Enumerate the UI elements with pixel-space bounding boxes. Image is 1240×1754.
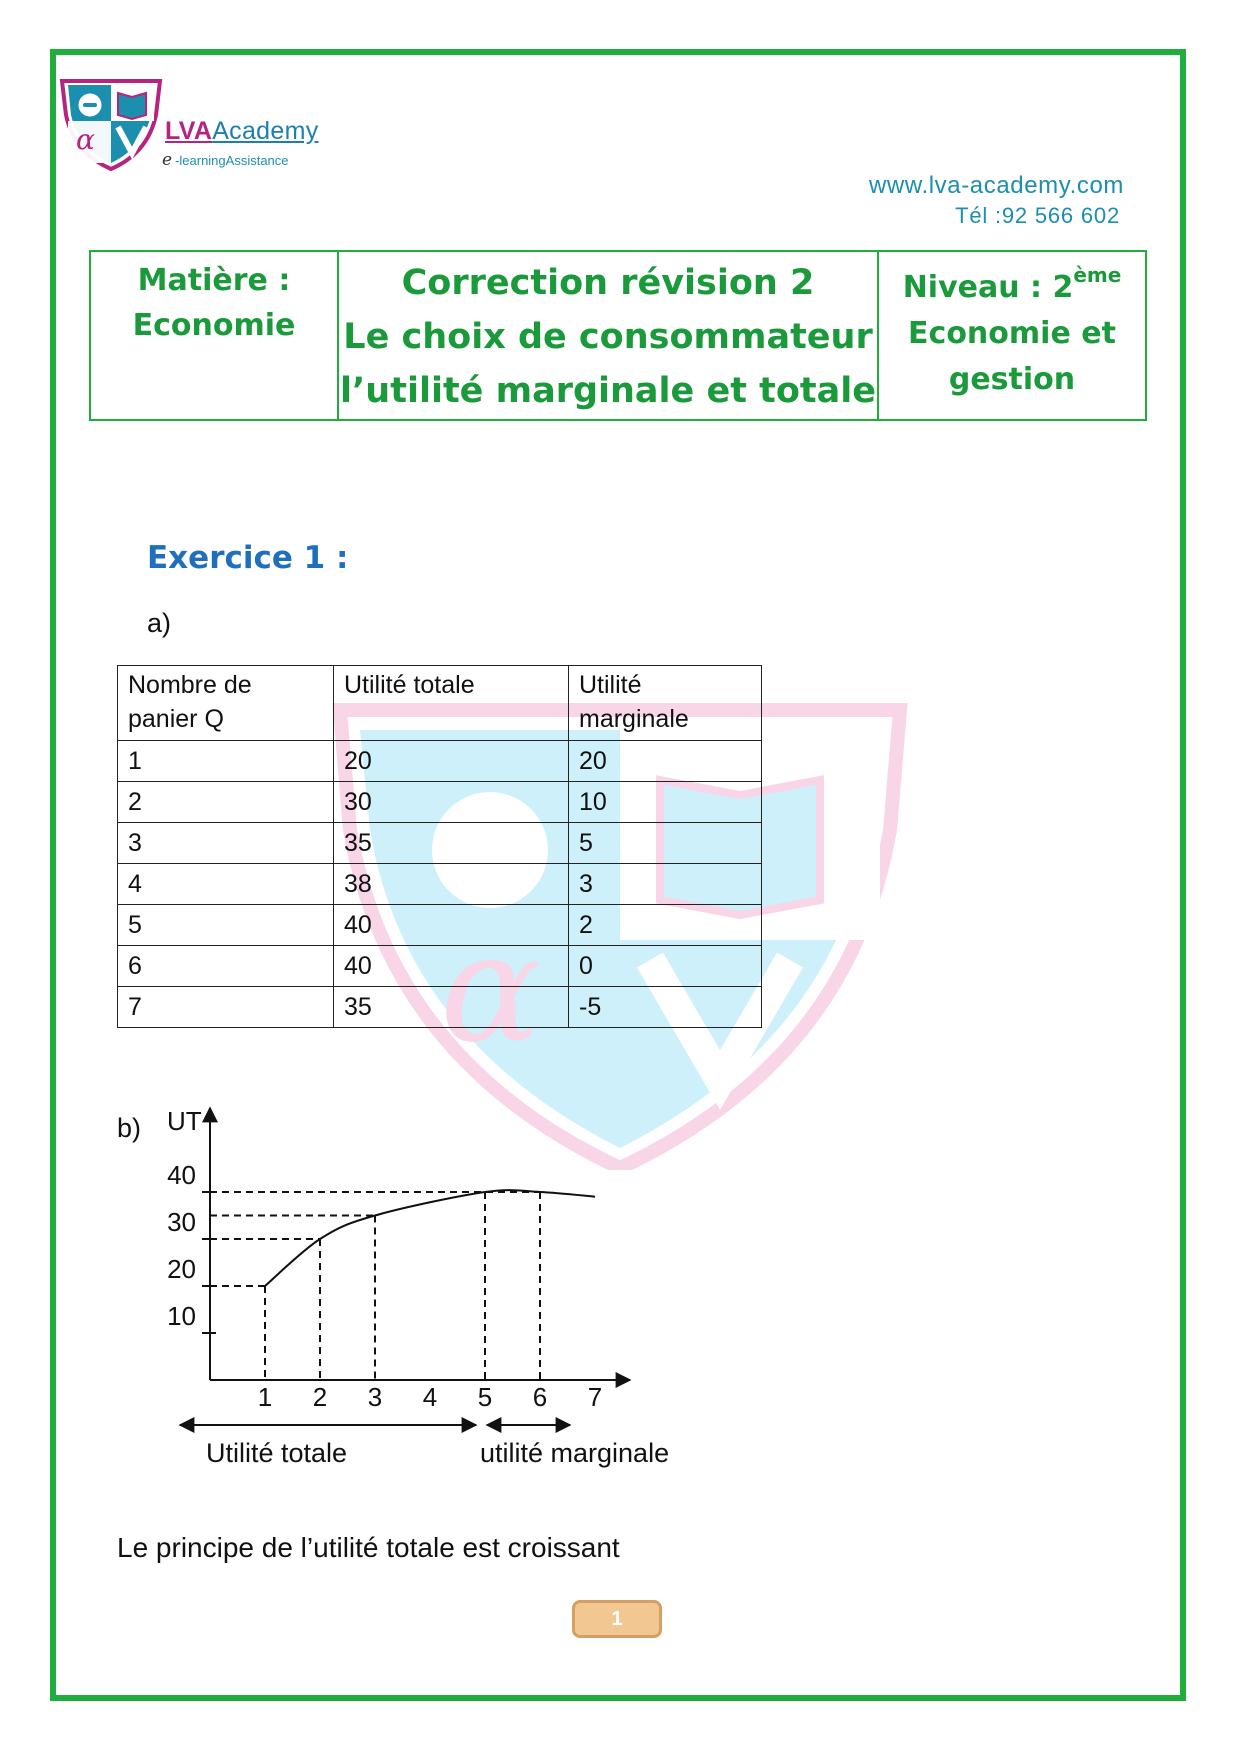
- cell: 3: [569, 864, 762, 905]
- cell: 2: [118, 782, 334, 823]
- table-row: [118, 782, 762, 823]
- x-tick-label: 7: [587, 1382, 603, 1412]
- lva-logo-icon: [56, 75, 166, 171]
- table-row: [118, 741, 762, 782]
- cell: 3: [118, 823, 334, 864]
- cell: 1: [118, 741, 334, 782]
- part-b-label: b): [117, 1113, 142, 1143]
- cell: 40: [334, 905, 569, 946]
- header-quantity: Nombre de panier Q: [118, 666, 334, 741]
- cell: 5: [569, 823, 762, 864]
- subject-value: Economie: [132, 308, 296, 343]
- table-row: [118, 987, 762, 1028]
- cell: 40: [334, 946, 569, 987]
- y-axis-label: UT: [167, 1106, 202, 1136]
- utility-chart: [150, 1100, 750, 1520]
- conclusion-text: Le principe de l’utilité totale est croissant: [117, 1532, 620, 1563]
- cell: 30: [334, 782, 569, 823]
- header-table: [89, 250, 1147, 421]
- cell: 38: [334, 864, 569, 905]
- x-tick-label: 4: [422, 1382, 438, 1412]
- title-cell: [338, 251, 878, 420]
- cell: 6: [118, 946, 334, 987]
- cell: 35: [334, 987, 569, 1028]
- exercise-title: Exercice 1 :: [147, 540, 349, 576]
- cell: -5: [569, 987, 762, 1028]
- title-line-1: Correction révision 2: [401, 263, 815, 303]
- utility-table: [117, 665, 762, 1028]
- table-header-row: [118, 666, 762, 741]
- x-tick-label: 2: [312, 1382, 328, 1412]
- cell: 35: [334, 823, 569, 864]
- level-line-2: Economie et: [908, 316, 1116, 351]
- cell: 0: [569, 946, 762, 987]
- header-total-utility: Utilité totale: [334, 666, 569, 741]
- y-tick-label: 30: [167, 1207, 196, 1237]
- y-tick-label: 20: [167, 1254, 196, 1284]
- svg-text:α: α: [440, 902, 542, 1076]
- annotation-total-utility: Utilité totale: [206, 1438, 348, 1468]
- y-tick-label: 10: [167, 1301, 196, 1331]
- cell: 20: [569, 741, 762, 782]
- website-link[interactable]: www.lva-academy.com: [868, 172, 1124, 199]
- header-marginal-utility: Utilité marginale: [569, 666, 762, 741]
- phone-number: Tél :92 566 602: [955, 203, 1120, 228]
- brand-name: LVAAcademy: [165, 117, 319, 145]
- annotation-marginal-utility: utilité marginale: [480, 1438, 670, 1468]
- svg-text:α: α: [76, 123, 95, 156]
- level-label: Niveau : 2ème: [902, 263, 1122, 305]
- level-cell: [878, 251, 1146, 420]
- table-row: [118, 946, 762, 987]
- y-tick-label: 40: [167, 1160, 196, 1190]
- subject-label: Matière :: [137, 263, 291, 298]
- cell: 2: [569, 905, 762, 946]
- page-number-badge: 1: [572, 1600, 662, 1638]
- table-row: [118, 823, 762, 864]
- subject-cell: [90, 251, 338, 420]
- title-line-3: l’utilité marginale et totale: [340, 371, 876, 411]
- cell: 4: [118, 864, 334, 905]
- cell: 20: [334, 741, 569, 782]
- title-line-2: Le choix de consommateur: [343, 317, 873, 357]
- brand-tagline: e -learningAssistance: [162, 150, 289, 170]
- x-tick-label: 6: [532, 1382, 548, 1412]
- cell: 5: [118, 905, 334, 946]
- x-tick-label: 5: [477, 1382, 493, 1412]
- x-tick-label: 1: [257, 1382, 273, 1412]
- bracket-total-utility: [180, 1425, 476, 1468]
- table-row: [118, 864, 762, 905]
- cell: 7: [118, 987, 334, 1028]
- total-utility-curve: [265, 1190, 595, 1286]
- x-tick-label: 3: [367, 1382, 383, 1412]
- table-row: [118, 905, 762, 946]
- cell: 10: [569, 782, 762, 823]
- bracket-marginal-utility: [480, 1425, 669, 1468]
- part-a-label: a): [147, 608, 172, 638]
- level-line-3: gestion: [948, 362, 1076, 397]
